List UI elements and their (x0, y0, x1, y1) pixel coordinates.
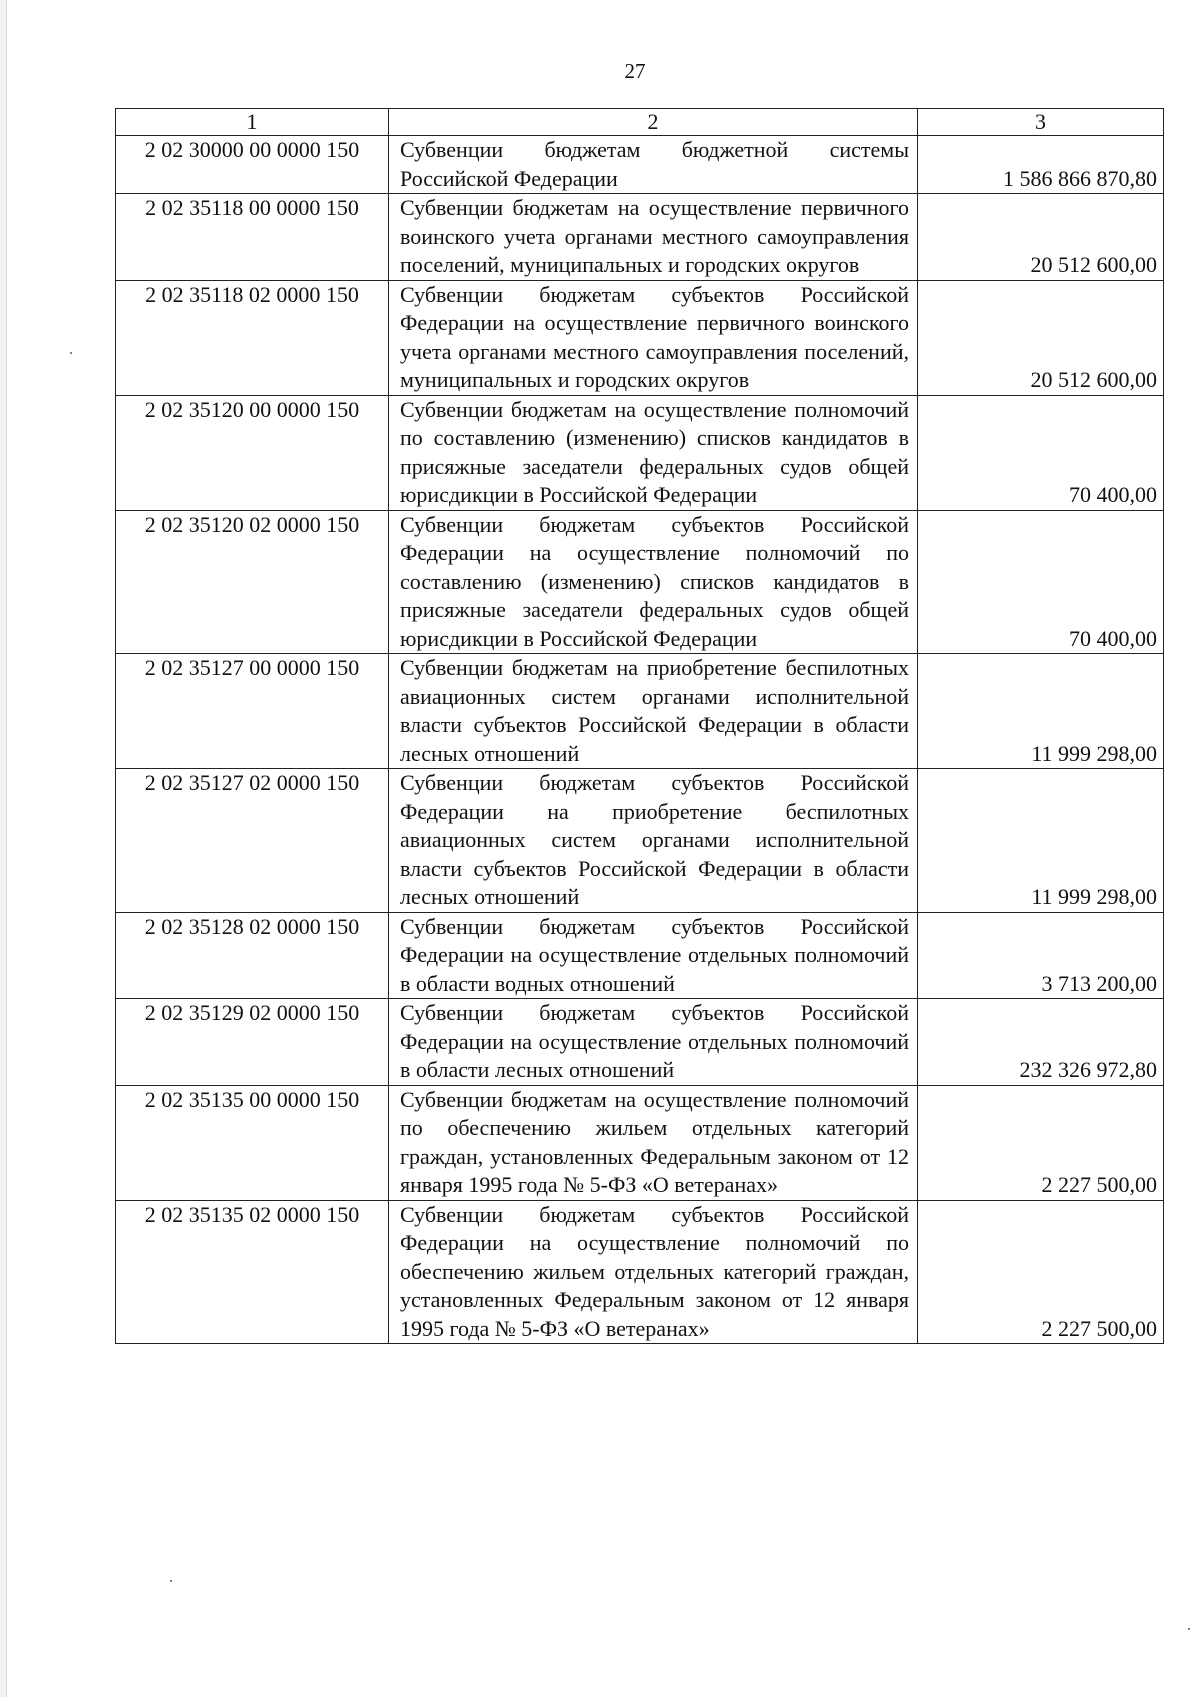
table-row (116, 769, 1164, 913)
budget-item-name: Субвенции бюджетам на осуществление полномочий по составлению (изменению) списков кандидатов в присяжные заседатели федеральных судов общей юрисдикции в Российской Федерации (389, 395, 918, 510)
column-header-name: 2 (389, 109, 918, 136)
budget-code: 2 02 35135 00 0000 150 (116, 1085, 389, 1200)
column-header-code: 1 (116, 109, 389, 136)
table-row (116, 194, 1164, 281)
budget-code: 2 02 35129 02 0000 150 (116, 999, 389, 1086)
table-row (116, 136, 1164, 194)
budget-amount: 1 586 866 870,80 (918, 136, 1164, 194)
table-row (116, 1085, 1164, 1200)
page-number: 27 (624, 59, 646, 83)
budget-amount: 70 400,00 (918, 395, 1164, 510)
column-header-amount: 3 (918, 109, 1164, 136)
budget-amount: 11 999 298,00 (918, 654, 1164, 769)
table-row (116, 654, 1164, 769)
budget-amount: 3 713 200,00 (918, 912, 1164, 999)
budget-item-name: Субвенции бюджетам бюджетной системы Российской Федерации (389, 136, 918, 194)
budget-code: 2 02 35120 02 0000 150 (116, 510, 389, 654)
table-row (116, 999, 1164, 1086)
scan-speck (70, 352, 72, 354)
budget-code: 2 02 35118 00 0000 150 (116, 194, 389, 281)
scan-edge (0, 0, 7, 1697)
budget-item-name: Субвенции бюджетам на приобретение беспилотных авиационных систем органами исполнительной власти субъектов Российской Федерации в области лесных отношений (389, 654, 918, 769)
table-row (116, 1200, 1164, 1344)
budget-item-name: Субвенции бюджетам на осуществление полномочий по обеспечению жильем отдельных категорий граждан, установленных Федеральным законом от 12 января 1995 года № 5-ФЗ «О ветеранах» (389, 1085, 918, 1200)
budget-code: 2 02 30000 00 0000 150 (116, 136, 389, 194)
table-row (116, 395, 1164, 510)
budget-code: 2 02 35127 00 0000 150 (116, 654, 389, 769)
table-row (116, 510, 1164, 654)
budget-code: 2 02 35118 02 0000 150 (116, 280, 389, 395)
budget-item-name: Субвенции бюджетам субъектов Российской Федерации на приобретение беспилотных авиационных систем органами исполнительной власти субъектов Российской Федерации в области лесных отношений (389, 769, 918, 913)
budget-table (115, 108, 1164, 1344)
scan-speck (1188, 1628, 1190, 1630)
budget-amount: 11 999 298,00 (918, 769, 1164, 913)
budget-code: 2 02 35135 02 0000 150 (116, 1200, 389, 1344)
table-header-row (116, 109, 1164, 136)
budget-item-name: Субвенции бюджетам субъектов Российской Федерации на осуществление полномочий по составлению (изменению) списков кандидатов в присяжные заседатели федеральных судов общей юрисдикции в Российской Федерации (389, 510, 918, 654)
budget-item-name: Субвенции бюджетам субъектов Российской Федерации на осуществление отдельных полномочий в области лесных отношений (389, 999, 918, 1086)
table-row (116, 280, 1164, 395)
budget-code: 2 02 35120 00 0000 150 (116, 395, 389, 510)
budget-amount: 20 512 600,00 (918, 280, 1164, 395)
budget-item-name: Субвенции бюджетам на осуществление первичного воинского учета органами местного самоуправления поселений, муниципальных и городских округов (389, 194, 918, 281)
budget-item-name: Субвенции бюджетам субъектов Российской Федерации на осуществление отдельных полномочий в области водных отношений (389, 912, 918, 999)
budget-amount: 20 512 600,00 (918, 194, 1164, 281)
table-row (116, 912, 1164, 999)
budget-code: 2 02 35127 02 0000 150 (116, 769, 389, 913)
budget-amount: 2 227 500,00 (918, 1200, 1164, 1344)
budget-amount: 2 227 500,00 (918, 1085, 1164, 1200)
budget-amount: 232 326 972,80 (918, 999, 1164, 1086)
scan-speck (170, 1580, 172, 1582)
budget-item-name: Субвенции бюджетам субъектов Российской Федерации на осуществление полномочий по обеспечению жильем отдельных категорий граждан, установленных Федеральным законом от 12 января 1995 года № 5-ФЗ «О ветеранах» (389, 1200, 918, 1344)
budget-amount: 70 400,00 (918, 510, 1164, 654)
budget-item-name: Субвенции бюджетам субъектов Российской Федерации на осуществление первичного воинского учета органами местного самоуправления поселений, муниципальных и городских округов (389, 280, 918, 395)
budget-code: 2 02 35128 02 0000 150 (116, 912, 389, 999)
